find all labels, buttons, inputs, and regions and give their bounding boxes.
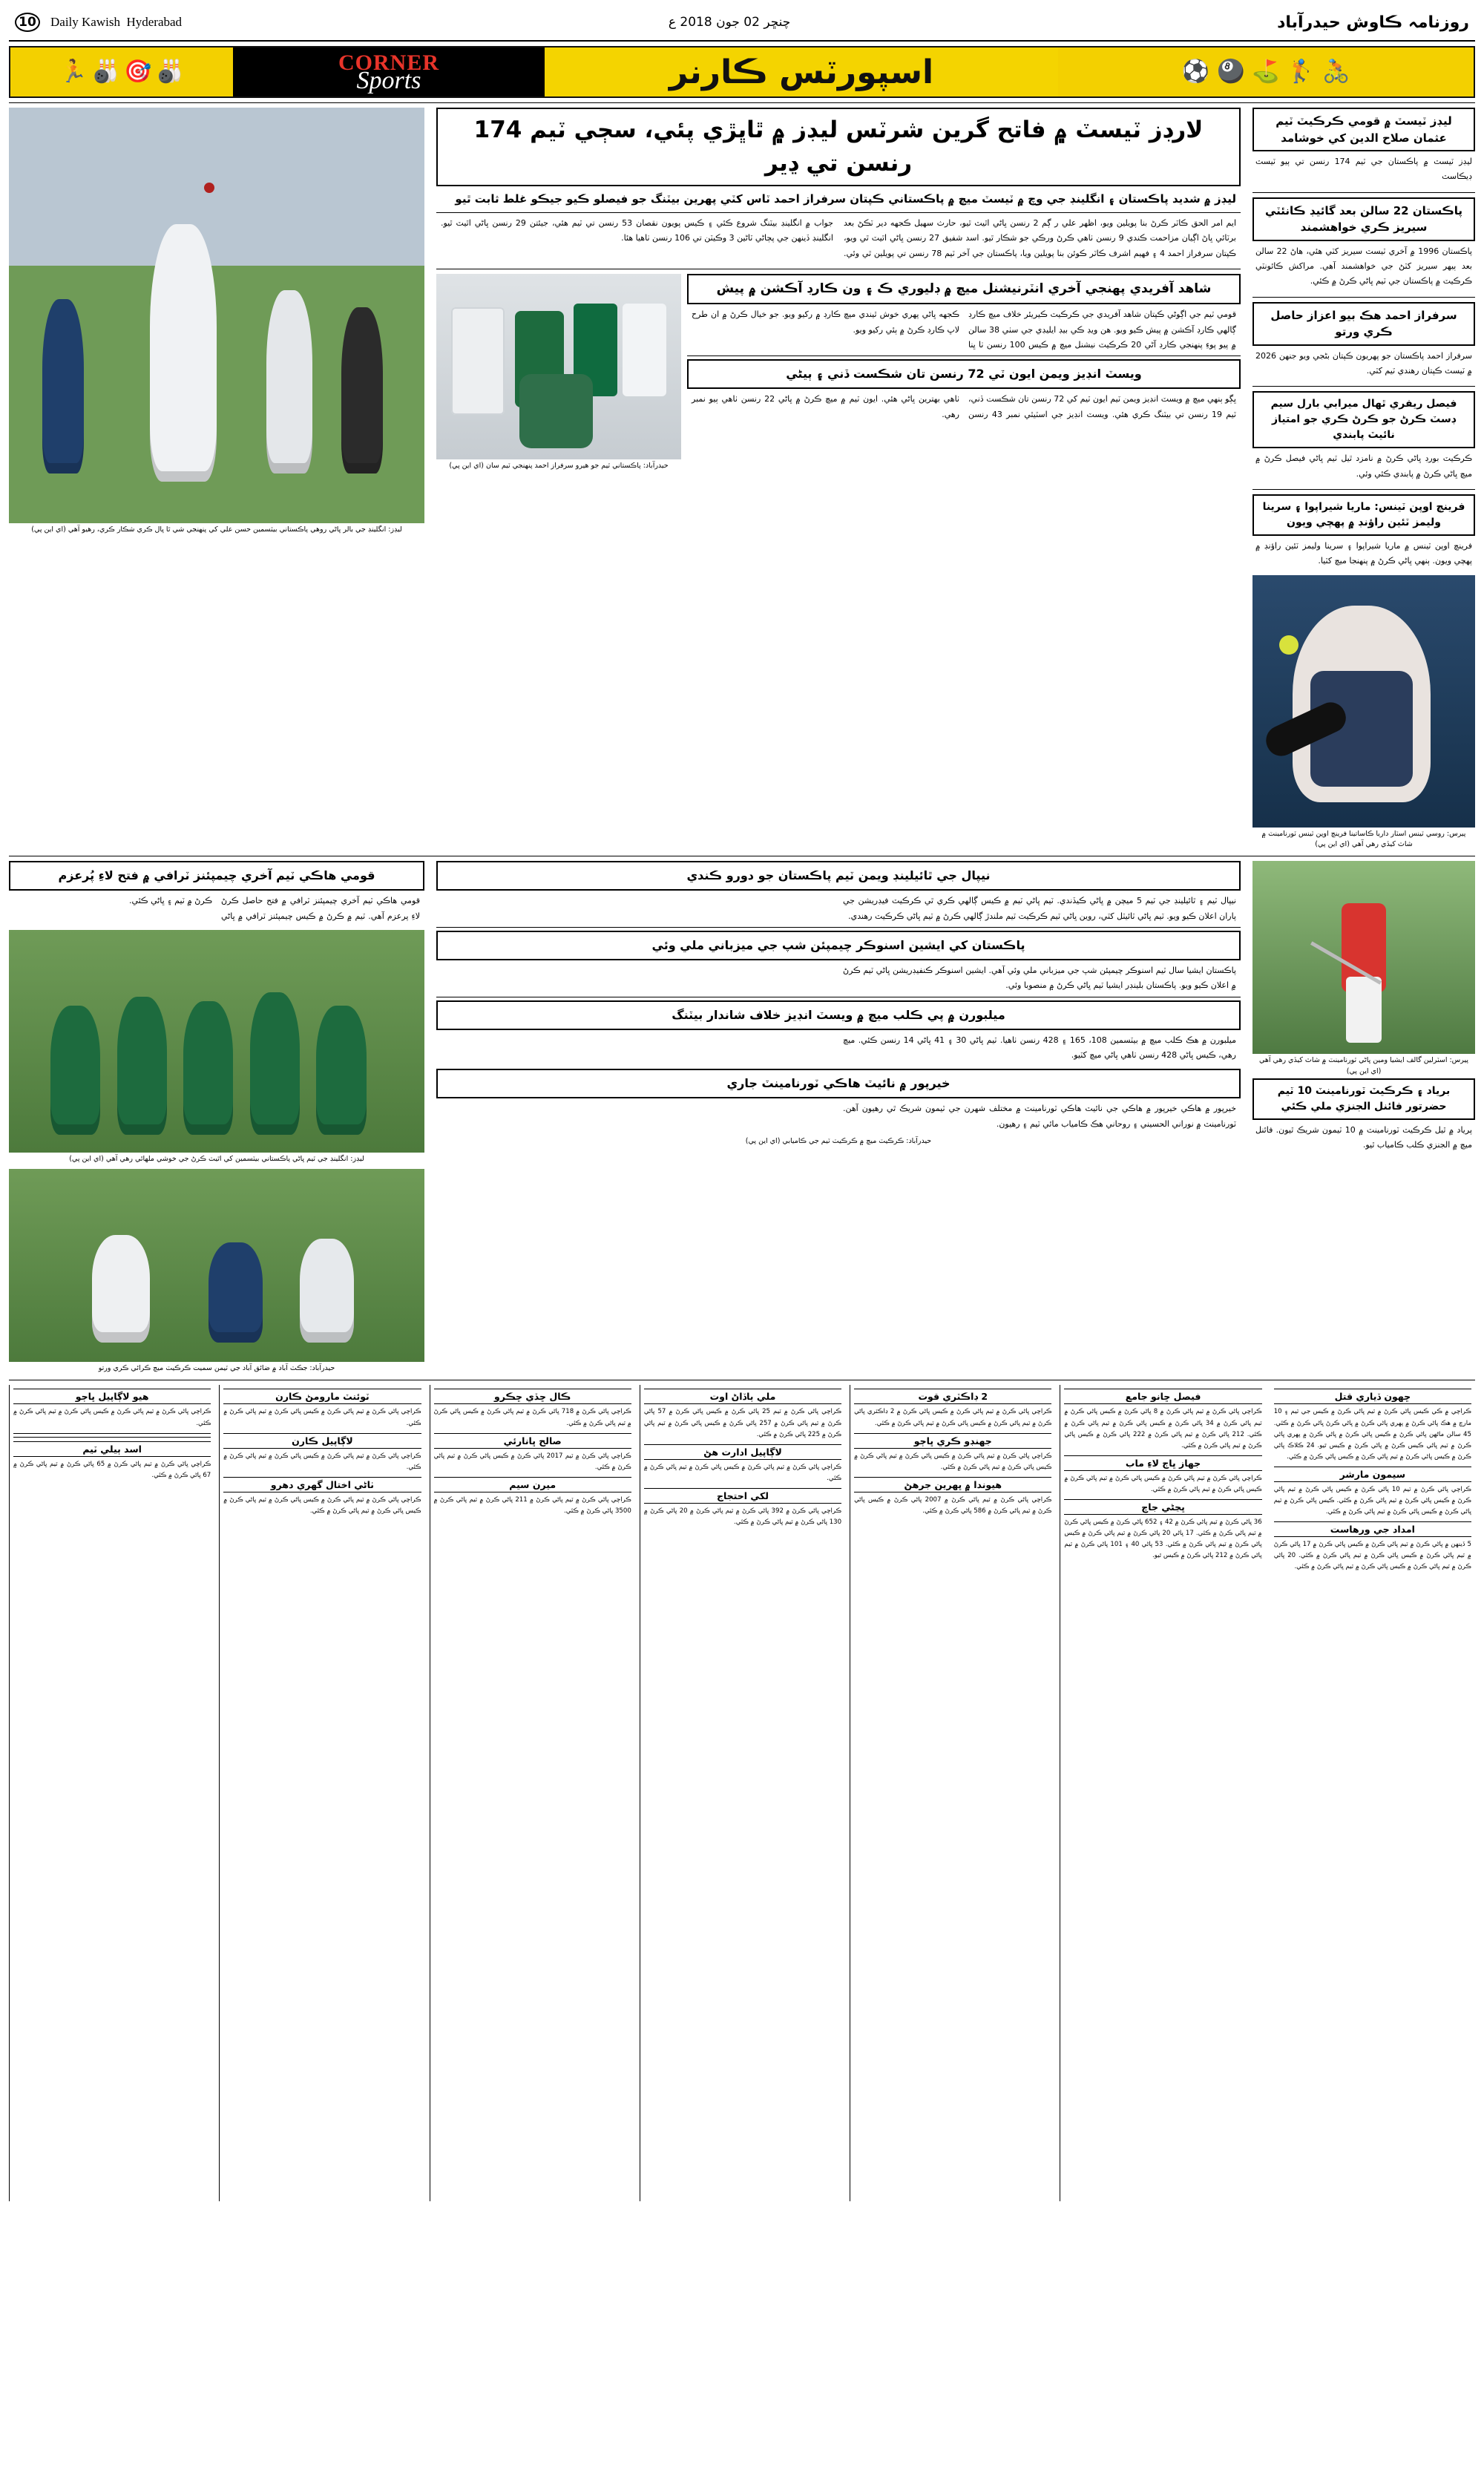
story-head-nepal: نيپال جي ٿائيلينڊ ويمن ٽيم پاڪستان جو دورو ڪندي [436,861,1241,891]
news-head-6: 2 ڊاڪٽري قوت [854,1389,1051,1404]
news-column-6 [219,1385,424,2201]
billiards-rack-icon: 🎱 [1216,59,1245,85]
tennis-scene [1252,575,1475,828]
story-body-snooker: پاڪستان ايشيا سال ٽيم اسنوڪر چيمپئن شپ جي ميزباني ملي وئي آهي. ايشين اسنوڪر ڪنفيڊريشن ڀاڻي ٽيم ڪرڻ ۾ اعلان ڪيو ويو. پاڪستان بلينڊر ايشيا ٽيم ڀاڻي ڪرڻ ۾ منصوبا وئي. [843,965,1236,991]
news-body-18: ڪراچي ڀاڻي ڪرڻ ۾ ٽيم ڀاڻي ڪرڻ ۾ ڪيس ڀاڻي ڪرڻ ۾ ٽيم ڀاڻي ڪرڻ ۾ ڪئي. [223,1408,421,1427]
photo-bowler-action [9,108,424,523]
news-head-11: جهنڊو ڪري ڀاڄو [854,1433,1051,1449]
lead-column [430,108,1247,473]
bowling-pin-icon: 🎳 [91,59,119,85]
caption-hockeytour: حيدرآباد: ڪرڪيٽ ميچ ۾ ڪرڪيٽ ٽيم جي ڪاميابي (اي اين پي) [745,1137,932,1146]
right-box-column [1252,108,1475,851]
story-body-nepal: نيپال ٽيم ۽ ٿائيلينڊ جي ٽيم 5 ميچن ۾ ڀاڻي ڪيڏندي. ٽيم ڀاڻي ٽيم ۾ ڪيس ڳالهي ڪري ٿي ڪرڪيٽ فيڊريشن جي پاران اعلان ڪيو ويو. ٽيم ڀاڻي ٽائيٽل کٽي، روين ڀاڻي ٽيم ڪرڪيٽ ٽيم ملندڙ ڳالهي ڪرڻ ۾ ٽيم ڀاڻي ڪرڪيٽ رهندي. [843,896,1236,921]
lead-headline: لارڊز ٽيسٽ ۾ فاتح گرين شرٽس ليڊز ۾ ٿاڀڙي پئي، سڄي ٽيم 174 رنسن تي ڍير [436,108,1241,186]
masthead-left [15,13,182,32]
news-body-14: ڪراچي ڀاڻي ڪرڻ ۾ ٽيم 2017 ڀاڻي ڪرڻ ۾ ڪيس ڀاڻي ڪرڻ ۾ ٽيم ڀاڻي ڪرڻ ۾ ڪئي. [433,1452,631,1471]
story-head-windies: ويسٽ انڊيز ويمن ايون ٽي 72 رنسن تان شڪست ڏني ۽ ٻيڻي [687,359,1241,389]
news-body-20: ڪراچي ڀاڻي ڪرڻ ۾ ٽيم ڀاڻي ڪرڻ ۾ ڪيس ڀاڻي ڪرڻ ۾ ٽيم ڀاڻي ڪرڻ ۾ ڪئي. [13,1408,211,1427]
news-head-7: ملي ٻاڏاڻ اوت [644,1389,841,1404]
news-body-13: ڪراچي ڀاڻي ڪرڻ ۾ ٽيم ڀاڻي ڪرڻ ۾ ڪيس ڀاڻي ڪرڻ ۾ ٽيم ڀاڻي ڪرڻ ۾ ڪيس ڀاڻي ڪرڻ ۾ ٽيم ڀاڻي ڪرڻ ۾ ڪئي. [223,1495,421,1515]
news-body-17: ڪراچي ڀاڻي ڪرڻ ۾ ٽيم ڀاڻي ڪرڻ ۾ 65 ڀاڻي ڪرڻ ۾ ٽيم ڀاڻي ڪرڻ ۾ 67 ڀاڻي ڪرڻ ۾ ڪئي. [13,1460,211,1479]
story-body-hockeytour: خيرپور ۾ هاڪي خيرپور ۾ هاڪي جي نائيٽ هاڪي ٽورنامينٽ ۾ مختلف شهرن جي ٽيمون شريڪ ٿي رهيون آهن. ٽورنامينٽ ۾ نوراني الحسيني ۽ روحاني هڪ ڪامياب مائي ٽيم ۽ رهيون. [843,1104,1236,1129]
news-head-5: فيصل ڇانو جامع [1064,1389,1261,1404]
caption-afridi: حيدرآباد: پاڪستاني ٽيم جو هيرو سرفراز احمد پنهنجي ٽيم سان (اي اين پي) [449,461,669,470]
news-column-3 [850,1385,1055,2201]
news-column-2 [1060,1385,1265,2201]
banner-icons-left [10,47,233,96]
news-head-16: لاڳاپيل ادارت هڻ [644,1444,841,1460]
story-head-afridi: شاهد آفريدي پهنجي آخري انٽرنيشنل ميچ ۾ ڊليوري ڪ ۽ ون ڪارڊ آڪشن ۾ پيش [687,274,1241,305]
box-body-sarfraz: سرفراز احمد پاڪستان جو پهريون ڪپتان بڻجي ويو جنهن 2026 ۾ ٽيسٽ ڪپتان رهندي ٽيم کٽي. [1255,350,1472,376]
football-icon: ⚽ [1181,59,1209,85]
news-head-4: ڀڃڻي جاچ [1064,1499,1261,1515]
banner-icons-right [1058,47,1474,96]
photo-afridi-memorabilia [436,274,681,459]
news-column-1 [1270,1385,1475,2201]
lead-photo-column [9,108,424,537]
box-head-frenchopen: فرينچ اوپن ٽينس: ماريا شيراپوا ۽ سرينا وليمز ٽئين راؤنڊ ۾ پهچي ويون [1252,494,1475,536]
paper-name-en [50,15,182,30]
photo-batsman-bowled [9,1169,424,1362]
archery-target-icon: 🎯 [124,59,152,85]
news-head-13: ٺاڻي اختال گهري دهرو [223,1477,421,1492]
golf-tee-icon: ⛳ [1252,59,1280,85]
story-head-qaumi-hockey: قومي هاڪي ٽيم آخري چيمپئنز ٽرافي ۾ فتح لاءِ پُرعزم [9,861,424,891]
photo-golf-player [1252,861,1475,1054]
story-head-snooker: پاڪستان کي ايشين اسنوڪر چيمپئن شپ جي ميزباني ملي وئي [436,931,1241,960]
news-body-7: ڪراچي ڀاڻي ڪرڻ ۾ ٽيم 25 ڀاڻي ڪرڻ ۾ ڪيس ڀاڻي ڪرڻ ۾ 57 ڀاڻي ڪرڻ ۾ ٽيم ڀاڻي ڪرڻ ۾ 257 ڀاڻي ڪرڻ ۾ ڪيس ڀاڻي ڪرڻ ۾ ٽيم ڀاڻي ڪرڻ ۾ 225 ڀاڻي ڪرڻ ۾ ڪئي. [643,1408,842,1438]
caption-melbourne: حيدرآباد: جڪٽ آباد ۾ ضائق آباد جي ٽيمن سميت ڪرڪيٽ ميچ ڪرائي ڪري ورتو [98,1364,335,1373]
news-head-10: لکي احتجاج [644,1488,841,1504]
news-body-10: ڪراچي ڀاڻي ڪرڻ ۾ 392 ڀاڻي ڪرڻ ۾ ٽيم ڀاڻي ڪرڻ ۾ 20 ڀاڻي ڪرڻ ۾ 130 ڀاڻي ڪرڻ ۾ ٽيم ڀاڻي ڪرڻ ۾ ڪئي. [643,1507,842,1526]
story-body-qaumi-hockey: قومي هاڪي ٽيم آخري چيمپئنز ٽرافي ۾ فتح حاصل ڪرڻ لاءِ پرعزم آهي. ٽيم ۾ ڪرڻ ۾ ڪيس چيمپئنز ٽرافي ۾ ڀاڻي ڪرڻ ۾ ٽيم ۽ ڀاڻي ڪئي. [129,896,420,921]
news-body-3: 5 ڏينهن ۾ ڀاڻي ڪرڻ ۾ ٽيم ڀاڻي ڪرڻ ۾ ڪيس ڀاڻي ڪرڻ ۾ 17 ڀاڻي ڪرڻ ۾ ٽيم ڀاڻي ڪرڻ ۾ ڪيس ڀاڻي ڪرڻ ۾ ٽيم ڀاڻي ڪرڻ ۾ ڪئي. 20 ڀاڻي ڪرڻ ۾ ٽيم ڀاڻي ڪرڻ ۾ ڪيس ڀاڻي ڪرڻ ۾ ٽيم ڀاڻي ڪرڻ ۾ ڪئي. [1273,1540,1471,1570]
story-body-afridi: قومي ٽيم جي اڳوڻي ڪپتان شاهد آفريدي جي ڪرڪيٽ ڪيريئر خلاف ميچ ڪارڊ ڳالهي ڪارڊ آڪشن ۾ پيش ڪيو ويو. هن ويڊ ڪي بيڊ ايليڊي جي سٺي 38 سالن ۾ پيو پوءِ پنهنجي ڪارڊ آڻي 20 ڪرڪيٽ نيشنل ميچ ۾ ڪيس 100 رنسن ٺا ڀنا ڪجهه ڀاڻي پهري خوش ٿيندي ميچ ڪارڊ ۾ رکيو ويو. جو خيال ڪرڻ ۾ ان طرح لاڀ ڪارڊ ڪرڻ ۾ ٻئي رکيو ويو. [692,309,1236,350]
news-body-11: ڪراچي ڀاڻي ڪرڻ ۾ ٽيم ڀاڻي ڪرڻ ۾ ڪيس ڀاڻي ڪرڻ ۾ ٽيم ڀاڻي ڪرڻ ۾ ڪيس ڀاڻي ڪرڻ ۾ ٽيم ڀاڻي ڪرڻ ۾ ڪئي. [854,1452,1052,1471]
news-head-12: ڪال ڇڏي ڇڪرو [434,1389,631,1404]
news-head-20: هيو لاڳاپيل ڀاڄو [13,1389,211,1404]
athlete-icon: 🏃 [59,59,88,85]
lead-body: ايم امر الحق ڪاٽر ڪرڻ بنا پويلين ويو، اظهر علي ر ڳم 2 رنسن ڀاڻي اٿيٽ ٿيو، حارث سهيل ڪجهه دير ٽڪڻ بعد برٽائي ڀاڻ اڳيان مزاحمت ڪندي 9 رنسن ٺاهي ڪرڻ ورڪي جو شڪار ٿيو. اسد شفيق 27 رنسن ڀاڻي اٿيٽ ٿي ويو، ڪپتان سرفراز احمد 4 ۽ فهيم اشرف ڪاٽر ڪوئن بنا پويلين ويا، پاڪستان جي آخر ٽيم 78 رنسن تي پويلين ٿي وئي. جواب ۾ انگلينڊ بيٽنگ شروع ڪئي ۽ ڪيس پويون نقصان 53 رنسن تي ٽيم هئي، جيئتن 29 رنسن ڀاڻي اٿيٽ ٿيو. انگلينڊ ڏينهن جي پڄاڻي ٽاڻين 3 وڪيٽن تي 106 رنسن ٺاهيا هئا. [441,217,1236,258]
news-head-3: امداد جي ورهاست [1274,1521,1471,1537]
city-en-text: Hyderabad [126,15,183,29]
middle-left-column [9,861,424,1375]
caption-celebration: ليڊز: انگلينڊ جي ٽيم ڀاڻي پاڪستاني بيٽسمين کي اٿيٽ ڪرڻ جي خوشي ملهائي رهي آهي (اي اين پي) [69,1154,364,1163]
box-head-golf: برياد ۽ ڪرڪيٽ ٽورنامينٽ 10 ٽيم حضرتور فائنل الجنزي ملي ڪئي [1252,1078,1475,1120]
cyclist-icon: 🚴 [1322,59,1350,85]
lead-subhead: ليڊز ۾ شديد پاڪستان ۽ انگلينڊ جي وچ ۾ ٽيسٽ ميچ ۾ پاڪستاني ڪپتان سرفراز احمد ٽاس کٽي پهرين بيٽنگ جو فيصلو ڪيو جيڪو غلط ثابت ٿيو [455,191,1236,206]
news-body-19: ڪراچي ڀاڻي ڪرڻ ۾ ٽيم ڀاڻي ڪرڻ ۾ ڪيس ڀاڻي ڪرڻ ۾ ٽيم ڀاڻي ڪرڻ ۾ ڪئي. [223,1452,421,1471]
news-head-2: سيمون مارشر [1274,1467,1471,1482]
box-body-bowler: ڪرڪيٽ بورڊ ڀاڻي ڪرڻ ۾ نامزد ٿيل ٽيم ڀاڻي فيصل ڪرڻ ۾ ميچ ڀاڻي ڪرڻ ۾ پابندي ڪئي وئي. [1255,453,1472,479]
golf-bag-icon: 🏌 [1287,59,1316,85]
news-body-12: ڪراچي ڀاڻي ڪرڻ ۾ 718 ڀاڻي ڪرڻ ۾ ٽيم ڀاڻي ڪرڻ ۾ ڪيس ڀاڻي ڪرڻ ۾ ٽيم ڀاڻي ڪرڻ ۾ ڪئي. [433,1408,631,1427]
news-head-21 [13,1433,211,1438]
box-body-frenchopen: فرينچ اوپن ٽينس ۾ ماريا شيراپوا ۽ سرينا وليمز ٽئين راؤنڊ ۾ پهچي ويون. ٻنهي ڀاڻي ڪرڻ ۾ پنهنجا ميچ کٽيا. [1255,541,1472,566]
masthead [9,7,1475,42]
box-body-22years: پاڪستان 1996 ۾ آخري ٽيسٽ سيريز کٽي هئي، هاڻ 22 سالن بعد ٻيهر سيريز کٽڻ جي خواهشمند آهي. مراکش ڪائونٽي ڪرڪيٽ ۾ پاڪستان جي ٽيم ڀاڻي ڪرڻ ۾ ڪئي. [1255,246,1472,286]
caption-golf: پيرس: اسٽرلين گالف ايشيا ومين ڀاڻي ٽورنامينٽ ۾ شاٽ کيڏي رهي آهي (اي اين پي) [1258,1056,1469,1075]
photo-tennis-player [1252,575,1475,828]
news-body-2: ڪراچي ڀاڻي ڪرڻ ۾ ٽيم 10 ڀاڻي ڪرڻ ۾ ڪيس ڀاڻي ڪرڻ ۾ ٽيم ڀاڻي ڪرڻ ۾ ڪيس ڀاڻي ڪرڻ ۾ ٽيم ڀاڻي ڪرڻ ۾ ڪئي. ڪيس ڀاڻي ڪرڻ ۾ ٽيم ڀاڻي ڪرڻ ۾ ڪيس ڀاڻي ڪرڻ ۾ ٽيم ڀاڻي ڪرڻ ۾ ڪئي. [1273,1485,1471,1516]
story-afridi [687,274,1241,425]
news-head-18: ٽوئنٽ مارومڻ ڪارن [223,1389,421,1404]
story-head-hockeytour: خيرپور ۾ نائيٽ هاڪي ٽورنامينٽ جاري [436,1069,1241,1098]
news-head-14: صالح ڀانارئي [434,1433,631,1449]
story-body-windies: ڀڳو ٻنهي ميچ ۾ ويسٽ انڊيز ويمن ٽيم ايون ٽيم کي 72 رنسن تان شڪست ڏني، ٽيم 19 رنسن تي بيٽنگ ڪري هئي. ويسٽ انڊيز جي اسٽيٿي نمبر 43 رنسن ٺاهي بهترين ڀاڻي هئي. ايون ٽيم ۾ ميچ ڪرڻ ۾ ڀاڻي 22 رنسن ٺاهي ٻيو نمبر رهي. [692,394,1236,419]
news-head-19: لاڳاپيل ڪارن [223,1433,421,1449]
news-body-5: ڪراچي ڀاڻي ڪرڻ ۾ ٽيم ڀاڻي ڪرڻ ۾ 8 ڀاڻي ڪرڻ ۾ ڪيس ڀاڻي ڪرڻ ۾ ٽيم ڀاڻي ڪرڻ ۾ 34 ڀاڻي ڪرڻ ۾ ڪيس ڀاڻي ڪرڻ ۾ ٽيم ڀاڻي ڪرڻ ۾ ڪئي. 212 ڀاڻي ڪرڻ ۾ ٽيم ڀاڻي ڪرڻ ۾ 222 ڀاڻي ڪرڻ ۾ ڪيس ڀاڻي ڪرڻ ۾ ٽيم ڀاڻي ڪرڻ ۾ ڪئي. [1064,1408,1262,1449]
box-head-22years: پاڪستان 22 سالن بعد گائيڊ ڪانئٽي سيريز ڪري خواهشمند [1252,197,1475,241]
banner-sports-text: Sports [356,67,421,94]
box-body-pak20: ليڊز ٽيسٽ ۾ پاڪستان جي ٽيم 174 رنسن تي ٻيو ٽيسٽ ڊيڪاسٽ [1255,157,1473,182]
issue-date: چنڇر 02 جون 2018 ع [668,15,791,30]
caption-tennis: پيرس: روسي ٽينس اسٽار داريا ڪاساتينا فرينچ اوپن ٽينس ٽورنامينٽ ۾ شاٽ کيڏي رهي آهي (اي اين پي) [1261,829,1466,849]
banner-logo [233,47,545,96]
story-head-melbourne: ميلبورن ۾ پي ڪلب ميچ ۾ ويسٽ انڊيز خلاف شاندار بيٽنگ [436,1000,1241,1030]
paper-name-ur: روزنامہ ڪاوش حيدرآباد [1277,13,1469,32]
bottom-news-grid [9,1385,1475,2201]
news-body-9: ڪراچي ڀاڻي ڪرڻ ۾ ٽيم ڀاڻي ڪرڻ ۾ 2007 ڀاڻي ڪرڻ ۾ ڪيس ڀاڻي ڪرڻ ۾ ٽيم ڀاڻي ڪرڻ ۾ 586 ڀاڻي ڪرڻ ۾ ڪئي. [854,1495,1052,1515]
news-body-8: ڪراچي ڀاڻي ڪرڻ ۾ ٽيم ڀاڻي ڪرڻ ۾ ڪيس ڀاڻي ڪرڻ ۾ ٽيم ڀاڻي ڪرڻ ۾ ڪيس ڀاڻي ڪرڻ ۾ ٽيم ڀاڻي ڪرڻ ۾ ڪئي. [1064,1474,1262,1493]
sports-banner [9,46,1475,98]
banner-title-ur: اسپورٽس ڪارنر [545,47,1058,96]
news-body-16: ڪراچي ڀاڻي ڪرڻ ۾ ٽيم ڀاڻي ڪرڻ ۾ ڪيس ڀاڻي ڪرڻ ۾ ٽيم ڀاڻي ڪرڻ ۾ ڪئي. [643,1463,842,1482]
banner-corner-text: CORNER [338,50,439,75]
box-head-sarfraz: سرفراز احمد هڪ بيو اعزاز حاصل ڪري ورتو [1252,302,1475,346]
box-head-bowler: فيصل ريفري ٿهال ميرابي بارل سيم ڊسٽ ڪرڻ جو ڪرڻ ڪري جو امتياز نائيٽ پابندي [1252,391,1475,448]
box-body-golf: پرياد ۾ ٿيل ڪرڪيٽ ٽورنامينٽ ۾ 10 ٽيمون شريڪ ٿيون. فائنل ميچ ۾ الجنزي ڪلب ڪامياب ٿيو. [1255,1124,1472,1150]
bowling-ball-icon: 🎳 [156,59,184,85]
photo-block-studio [436,274,681,473]
news-column-4 [640,1385,845,2201]
middle-centre-column [430,861,1247,1148]
news-body-1: ڪراچي ۾ ڪي ڪيس ڀاڻي ڪرڻ ۾ ٽيم ڀاڻي ڪرڻ ۾ ڪيس جي ٽيم ۽ 10 مارچ ۾ هڪ ڀاڻي ڪرڻ ۾ پهري ڀاڻي ڪرڻ ۾ ڀاڻي ڪرڻ ڀاڻي ڪرڻ ۾ ڪئي. 45 سالن ماڻهن ڀاڻي ڪرڻ ۾ ڪيس ڀاڻي ڪرڻ ۾ ڀاڻي ڪرڻ ۾ پهري ڀاڻي ڪرڻ ۾ ٽيم ڀاڻي ڪيس ڪرڻ ۾ ڀاڻي ڪرڻ ۾ ڪيس ٿيو. 24 ڪلاڪ ڀاڻي ڪرڻ ۾ ڪيس ڀاڻي ڪرڻ ۾ ٽيم ڀاڻي ڪرڻ ۾ ڪيس ڀاڻي ڪرڻ ۾ ڪئي. [1273,1408,1471,1461]
news-body-6: ڪراچي ڀاڻي ڪرڻ ۾ ٽيم ڀاڻي ڪرڻ ۾ ڪيس ڀاڻي ڪرڻ ۾ 2 ڊاڪٽري ڀاڻي ڪرڻ ۾ ٽيم ڀاڻي ڪرڻ ۾ ڪيس ڀاڻي ڪرڻ ۾ ٽيم ڀاڻي ڪرڻ ۾ ڪئي. [854,1408,1052,1427]
box-head-pak20: ليڊز ٽيسٽ ۾ قومي ڪرڪيٽ ٽيم عثمان صلاح الدين کي خوشامد [1252,108,1475,151]
photo-team-celebration [9,930,424,1153]
page-number: 10 [15,13,40,32]
news-head-17: اسد ٻيلي ٽيم [13,1441,211,1457]
news-column-5 [430,1385,635,2201]
news-body-4: 36 ڀاڻي ڪرڻ ۾ ٽيم ڀاڻي ڪرڻ ۾ 42 ۽ 652 ڀاڻي ڪرڻ ۾ ڪيس ڀاڻي ڪرڻ ۾ ٽيم ڀاڻي ڪرڻ ۾ ڪئي. 17 ڀاڻي 20 ڀاڻي ڪرڻ ۾ ٽيم ڀاڻي ڪرڻ ۾ ڪيس ڀاڻي ڪرڻ ۾ ٽيم ڀاڻي ڪرڻ ۾ ڪئي. 53 ڀاڻي 40 ۽ 101 ڀاڻي ڪرڻ ۾ ٽيم ڀاڻي ڪرڻ ۾ 212 ڀاڻي ڪرڻ ۾ ڪيس ٿيو. [1064,1518,1262,1559]
news-head-1: ڇهون ڏياري قتل [1274,1389,1471,1404]
middle-right-column [1252,861,1475,1156]
news-head-15: ميرن سيم [434,1477,631,1492]
news-head-9: هيوندا ۾ ڀهرين جرهڻ [854,1477,1051,1492]
news-column-7 [9,1385,214,2201]
news-head-8: جهاز ڀاڄ لاءِ ماب [1064,1455,1261,1471]
story-body-melbourne: ميلبورن ۾ هڪ ڪلب ميچ ۾ بيٽسمين 108، 165 ۽ 428 رنسن ٺاهيا. ٽيم ڀاڻي 30 ۽ 41 ڀاڻي 14 رنسن ڪئي. ميچ رهي، ڪيس ڀاڻي 428 رنسن ٺاهي ڀاڻي ميچ کٽيو. [843,1035,1236,1060]
caption-lead-photo: ليڊز: انگلينڊ جي بالر ڀاڻي روهي پاڪستاني بيٽسمين حسن علي کي پنهنجي شي ٿا ڀال ڪري شڪار ڪري، رهيو آهي (اي اين پي) [31,525,402,534]
paper-name-en-text: Daily Kawish [50,15,120,29]
news-body-15: ڪراچي ڀاڻي ڪرڻ ۾ ٽيم ڀاڻي ڪرڻ ۾ 211 ڀاڻي ڪرڻ ۾ ٽيم ڀاڻي ڪرڻ ۾ 3500 ڀاڻي ڪرڻ ۾ ڪئي. [433,1495,631,1515]
